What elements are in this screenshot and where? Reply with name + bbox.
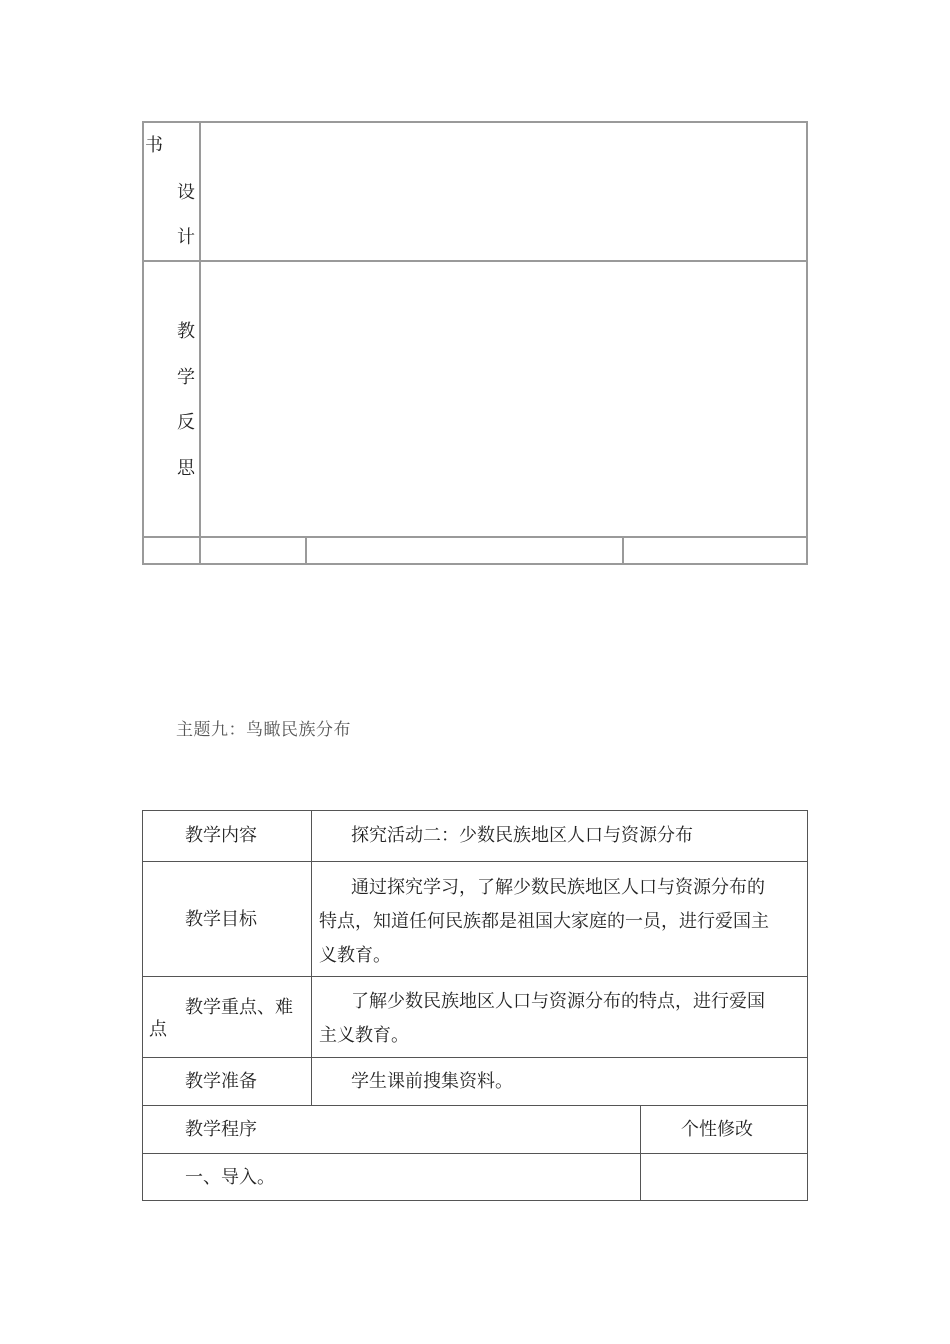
top-table-row-sep-1 [142,260,808,262]
top-table-row-sep-2 [142,536,808,538]
procedure-header: 教学程序 [185,1119,257,1140]
objective-value-line-3: 义教育。 [319,945,391,966]
key-points-value-line-2: 主义教育。 [319,1025,409,1046]
modify-header: 个性修改 [681,1119,753,1140]
preparation-label: 教学准备 [185,1071,257,1092]
lesson-table-hline [142,861,808,862]
lesson-table-vline [142,810,143,1201]
lesson-table-vline [311,810,312,1105]
objective-label: 教学目标 [185,909,257,930]
top-table-frame [142,121,808,565]
lesson-table-hline [142,1057,808,1058]
objective-value-line-2: 特点，知道任何民族都是祖国大家庭的一员，进行爱国主 [319,911,769,932]
theme-title: 主题九：鸟瞰民族分布 [176,720,351,740]
key-points-label-line-2: 点 [149,1019,167,1040]
lesson-table-hline [142,1153,808,1154]
lesson-table-hline [142,1200,808,1201]
lesson-table-vline [807,810,808,1201]
reflection-label-char-1: 教 [177,321,195,342]
lesson-table-hline [142,1105,808,1106]
board-design-label-char-1: 书 [145,135,163,156]
top-table-footer-divider-2 [622,536,624,565]
board-design-label-char-3: 计 [177,227,195,248]
objective-value-line-1: 通过探究学习，了解少数民族地区人口与资源分布的 [351,877,765,898]
lesson-table-vline [640,1105,641,1201]
preparation-value: 学生课前搜集资料。 [351,1071,513,1092]
key-points-value-line-1: 了解少数民族地区人口与资源分布的特点，进行爱国 [351,991,765,1012]
reflection-label-char-4: 思 [177,458,195,479]
step-1-intro: 一、导入。 [185,1167,275,1188]
reflection-label-char-3: 反 [177,412,195,433]
board-design-label-char-2: 设 [177,182,195,203]
content-label: 教学内容 [185,825,257,846]
lesson-table-hline [142,976,808,977]
lesson-table-hline [142,810,808,811]
top-table-divider [199,121,201,565]
key-points-label-line-1: 教学重点、难 [185,997,293,1018]
content-value: 探究活动二：少数民族地区人口与资源分布 [351,825,693,846]
top-table-footer-divider-1 [305,536,307,565]
reflection-label-char-2: 学 [177,367,195,388]
